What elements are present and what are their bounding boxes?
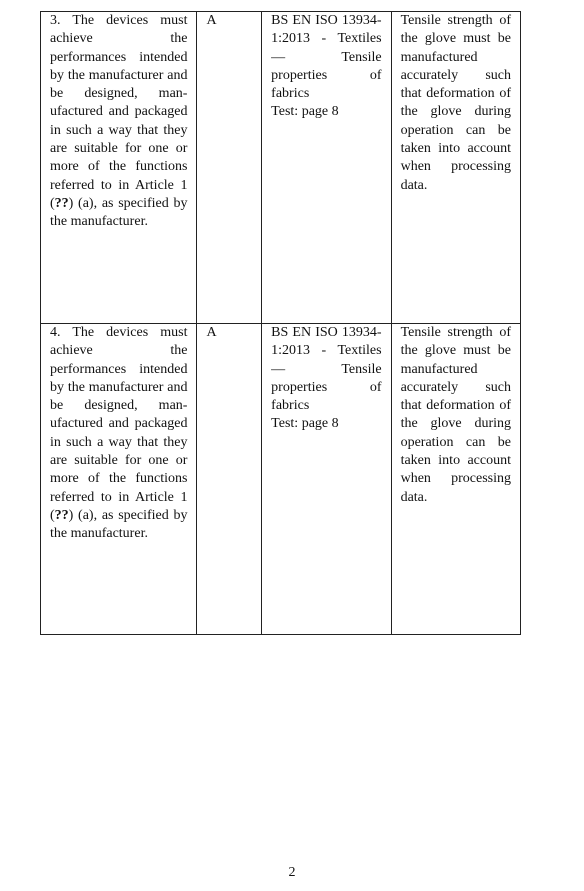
standard-reference: BS EN ISO 13934-1:2013 - Textiles — Tensile properties of fabrics bbox=[271, 13, 382, 102]
note-text: Tensile strength of the glove must be manufactured accurately such that deformation of the glove during operation can be taken into account when processing data. bbox=[400, 325, 511, 505]
applicability-code: A bbox=[206, 13, 217, 28]
requirement-text: 3. The devices must achieve the performances intended by the manufacturer and be designed, manufactured and packaged in such a way that they are suitable for one or more of the functions referred to in Article 1 ( bbox=[50, 13, 188, 211]
requirement-text: 4. The devices must achieve the performances intended by the manufacturer and be designed, manufactured and packaged in such a way that they are suitable for one or more of the functions referred to in Article 1 ( bbox=[50, 325, 188, 523]
code-cell bbox=[197, 324, 262, 635]
standard-reference: BS EN ISO 13934-1:2013 - Textiles — Tensile properties of fabrics bbox=[271, 325, 382, 414]
requirements-table bbox=[40, 11, 521, 635]
test-reference: Test: page 8 bbox=[271, 104, 339, 120]
code-cell bbox=[197, 12, 262, 324]
unresolved-reference: ?? bbox=[54, 195, 69, 211]
standard-cell bbox=[262, 324, 391, 635]
table-row bbox=[41, 12, 521, 324]
standard-cell bbox=[262, 12, 391, 324]
note-text: Tensile strength of the glove must be manufactured accurately such that deformation of the glove during operation can be taken into account when processing data. bbox=[400, 13, 511, 193]
note-cell bbox=[391, 324, 520, 635]
requirement-text-end: ) (a), as specified by the manufacturer. bbox=[50, 195, 188, 230]
test-reference: Test: page 8 bbox=[271, 416, 339, 432]
page-number: 2 bbox=[288, 865, 296, 880]
requirement-cell bbox=[41, 12, 197, 324]
requirement-cell bbox=[41, 324, 197, 635]
note-cell bbox=[391, 12, 520, 324]
applicability-code: A bbox=[206, 325, 217, 340]
requirement-text-end: ) (a), as specified by the manufacturer. bbox=[50, 507, 188, 542]
unresolved-reference: ?? bbox=[54, 507, 69, 523]
table-row bbox=[41, 324, 521, 635]
